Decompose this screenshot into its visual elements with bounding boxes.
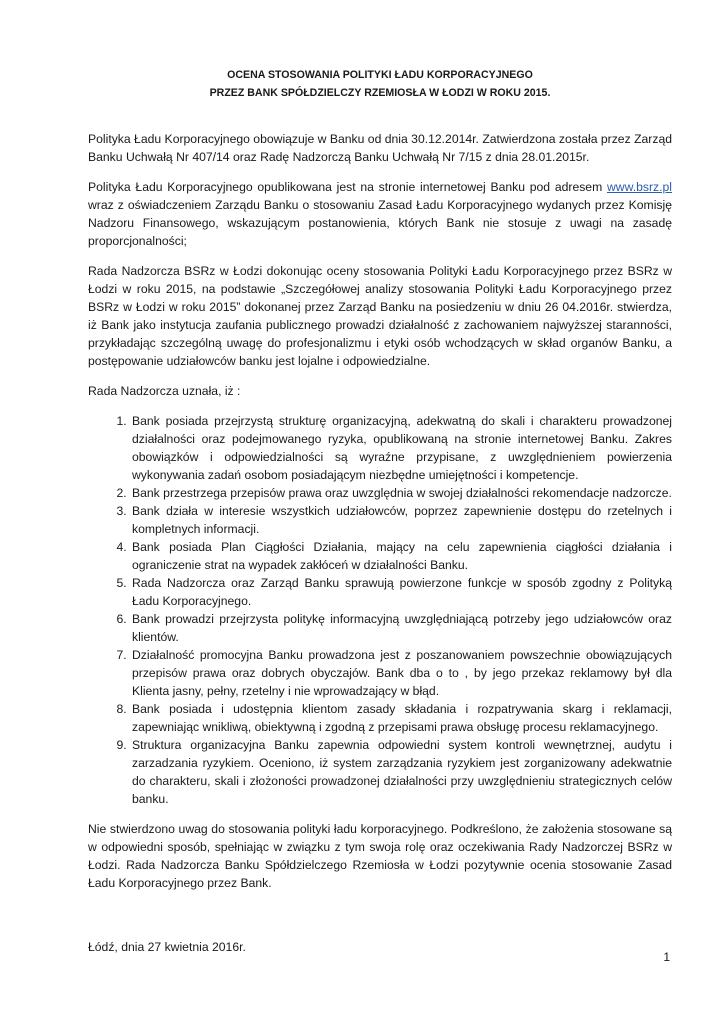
paragraph-policy-published [88, 178, 672, 250]
finding-item-5: 5. Rada Nadzorcza oraz Zarząd Banku sprawują powierzone funkcje w sposób zgodny z Polityką Ładu Korporacyjnego. [130, 574, 672, 610]
finding-item-9: 9. Struktura organizacyjna Banku zapewnia odpowiedni system kontroli wewnętrznej, audytu i zarzadzania ryzykiem. Oceniono, iż system zarządzania ryzykiem jest zorganizowany adekwatnie do charakteru, skali i złożoności prowadzonej działalności przy uwzględnieniu strategicznych celów banku. [130, 736, 672, 808]
paragraph-policy-published-text-1: Polityka Ładu Korporacyjnego opublikowana jest na stronie internetowej Banku pod adresem [88, 180, 607, 194]
finding-item-1: 1. Bank posiada przejrzystą strukturę organizacyjną, adekwatną do skali i charakteru prowadzonej działalności oraz podejmowanego ryzyka, opublikowaną na stronie internetowej Banku. Zakres obowiązków i odpowiedzialności są wyraźne przypisane, z uwzględnieniem powierzenia wykonywania zadań osobom posiadającym niezbędne umiejętności i kompetencje. [130, 412, 672, 484]
date-line: Łódź, dnia 27 kwietnia 2016r. [88, 940, 246, 954]
document-page [88, 66, 672, 956]
finding-item-8: 8. Bank posiada i udostępnia klientom zasady składania i rozpatrywania skarg i reklamacji, zapewniając wnikliwą, obiektywną i zgodną z przepisami prawa obsługę procesu reklamacyjnego. [130, 700, 672, 736]
page-number: 1 [663, 950, 670, 964]
finding-item-7: 7. Działalność promocyjna Banku prowadzona jest z poszanowaniem powszechnie obowiązujących przepisów prawa oraz dobrych obyczajów. Bank dba o to , by jego przekaz reklamowy był dla Klienta jasny, pełny, rzetelny i nie wprowadzający w błąd. [130, 646, 672, 700]
finding-item-2: 2. Bank przestrzega przepisów prawa oraz uwzględnia w swojej działalności rekomendacje nadzorcze. [130, 484, 672, 502]
finding-item-4: 4. Bank posiada Plan Ciągłości Działania, mający na celu zapewnienia ciągłości działania i ograniczenie strat na wypadek zakłóceń w działalności Banku. [130, 538, 672, 574]
paragraph-conclusion: Nie stwierdzono uwag do stosowania polityki ładu korporacyjnego. Podkreślono, że założenia stosowane są w odpowiedni sposób, spełniając w związku z tym swoja rolę oraz oczekiwania Rady Nadzorczej BSRz w Łodzi. Rada Nadzorcza Banku Spółdzielczego Rzemiosła w Łodzi pozytywnie ocenia stosowanie Zasad Ładu Korporacyjnego przez Bank. [88, 822, 672, 890]
document-title-line-2: PRZEZ BANK SPÓŁDZIELCZY RZEMIOSŁA W ŁODZI W ROKU 2015. [209, 87, 551, 99]
paragraph-policy-effective: Polityka Ładu Korporacyjnego obowiązuje w Banku od dnia 30.12.2014r. Zatwierdzona została przez Zarząd Banku Uchwałą Nr 407/14 oraz Radę Nadzorczą Banku Uchwałą Nr 7/15 z dnia 28.01.2015r. [88, 132, 672, 164]
paragraph-policy-published-text-2: wraz z oświadczeniem Zarządu Banku o stosowaniu Zasad Ładu Korporacyjnego wydanych przez Komisję Nadzoru Finansowego, wskazującym postanowienia, których Bank nie stosuje z uwagi na zasadę proporcjonalności; [88, 198, 672, 248]
bank-website-link[interactable]: www.bsrz.pl [606, 180, 672, 194]
paragraph-board-assessment: Rada Nadzorcza BSRz w Łodzi dokonując oceny stosowania Polityki Ładu Korporacyjnego przez BSRz w Łodzi w roku 2015, na podstawie „Szczegółowej analizy stosowania Polityki Ładu Korporacyjnego przez BSRz w Łodzi w roku 2015” dokonanej przez Zarząd Banku na posiedzeniu w dniu 26 04.2016r. stwierdza, iż Bank jako instytucja zaufania publicznego prowadzi działalność z zachowaniem najwyższej staranności, przykładając szczególną uwagę do profesjonalizmu i etyki osób wchodzących w skład organów Banku, a postępowanie udziałowców banku jest lojalne i odpowiedzialne. [88, 264, 672, 368]
finding-item-6: 6. Bank prowadzi przejrzysta politykę informacyjną uwzględniającą potrzeby jego udziałowców oraz klientów. [130, 610, 672, 646]
findings-list [88, 412, 672, 808]
finding-item-3: 3. Bank działa w interesie wszystkich udziałowców, poprzez zapewnienie dostępu do rzetelnych i kompletnych informacji. [130, 502, 672, 538]
document-title-line-1: OCENA STOSOWANIA POLITYKI ŁADU KORPORACYJNEGO [227, 69, 533, 81]
paragraph-board-findings-intro: Rada Nadzorcza uznała, iż : [88, 384, 241, 398]
